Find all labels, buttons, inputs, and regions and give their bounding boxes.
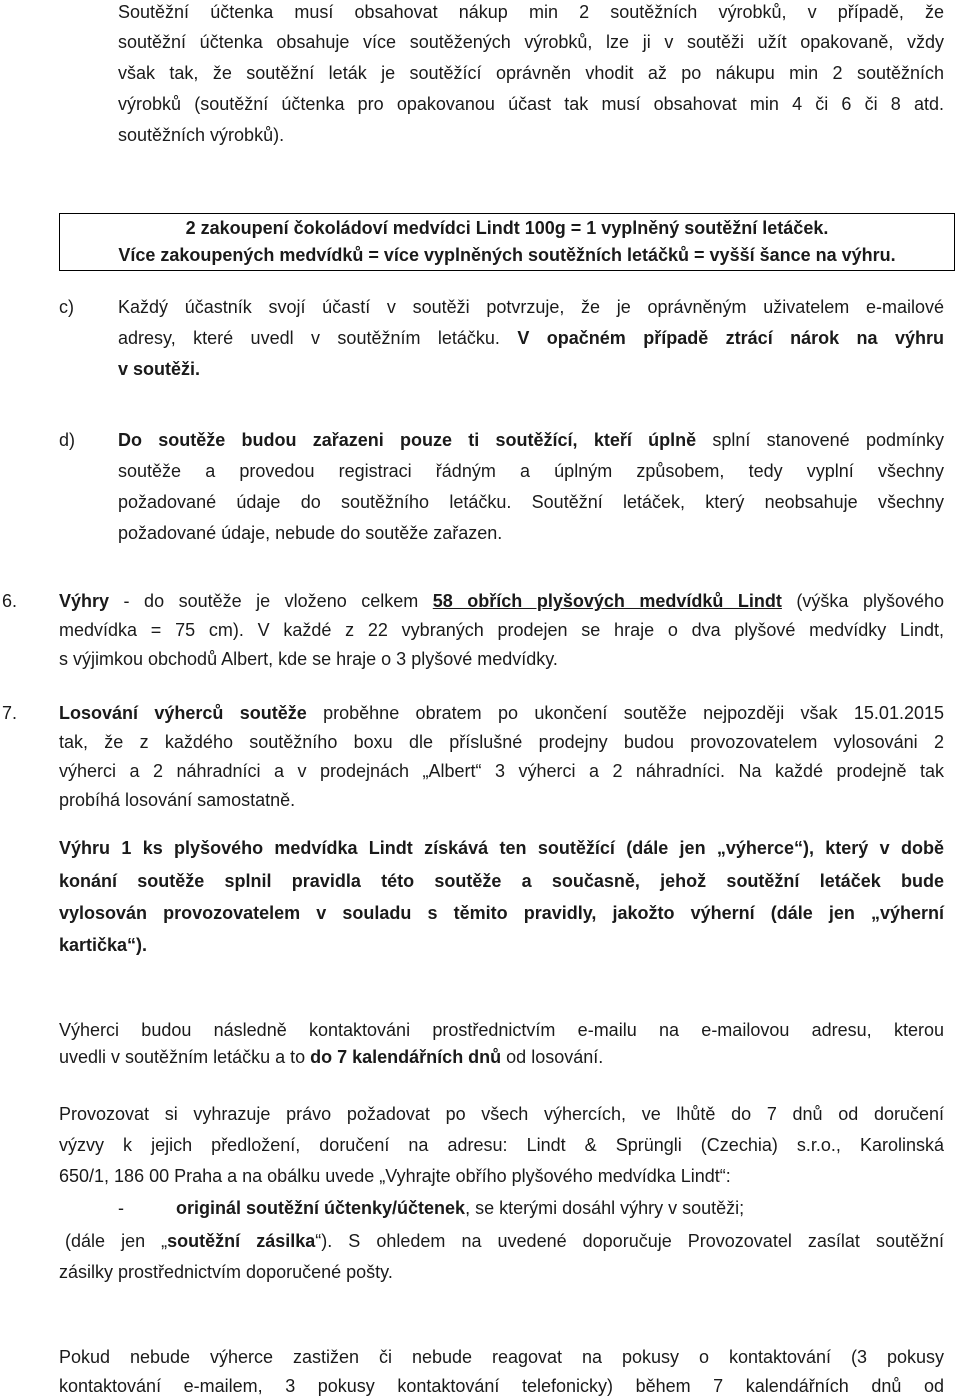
item-d-line: soutěže a provedou registraci řádným a úplným způsobem, tedy vyplní všechny	[118, 461, 944, 481]
item-c-line: Každý účastník svojí účastí v soutěži potvrzuje, že je oprávněným uživatelem e-mailové	[118, 297, 944, 317]
notice-box	[59, 213, 955, 271]
item-d-line: požadované údaje do soutěžního letáčku. Soutěžní letáček, který neobsahuje všechny	[118, 492, 944, 512]
item-c-text: adresy, které uvedl v soutěžním letáčku.	[118, 328, 518, 348]
section-6-number: 6.	[2, 591, 18, 611]
section-7-number: 7.	[2, 703, 18, 723]
section-6-bold: Výhry	[59, 591, 110, 611]
section-6-line	[59, 591, 944, 612]
section-6-paragraph	[59, 589, 944, 679]
final-line: kontaktování e-mailem, 3 pokusy kontaktování telefonicky) během 7 kalendářních dnů od	[59, 1376, 944, 1396]
request-line: Provozovat si vyhrazuje právo požadovat po všech výhercích, ve lhůtě do 7 dnů od doručení	[59, 1104, 944, 1124]
final-line: Pokud nebude výherce zastižen či nebude reagovat na pokusy o kontaktování (3 pokusy	[59, 1347, 944, 1367]
section-7-text: proběhne obratem po ukončení soutěže nejpozději však 15.01.2015	[306, 703, 944, 723]
section-6-line: medvídka = 75 cm). V každé z 22 vybraných prodejen se hraje o dva plyšové medvídky Lindt,	[59, 620, 944, 640]
section-6-text: (výška plyšového	[781, 591, 944, 611]
section-7-paragraph	[59, 701, 944, 821]
request-line	[65, 1231, 944, 1252]
contact-paragraph	[59, 1018, 944, 1078]
item-c-line	[118, 328, 944, 349]
intro-line: soutěžní účtenka obsahuje více soutěžených výrobků, lze ji v soutěži užít opakovaně, vždy	[118, 32, 944, 52]
request-line: zásilky prostřednictvím doporučené pošty.	[59, 1262, 393, 1282]
prize-count-underlined: 58 obřích plyšových medvídků Lindt	[432, 591, 782, 611]
section-6-text: - do soutěže je vloženo celkem	[109, 591, 433, 611]
contact-line	[59, 1047, 944, 1068]
item-d-bold: Do soutěže budou zařazeni pouze ti soutěžící, kteří úplně	[118, 430, 697, 450]
section-7-line: probíhá losování samostatně.	[59, 790, 296, 810]
item-c-bold: V opačném případě ztrácí nárok na výhru	[517, 328, 944, 348]
notice-line-1: 2 zakoupení čokoládoví medvídci Lindt 100g = 1 vyplněný soutěžní letáček.	[185, 218, 829, 238]
item-d-paragraph	[118, 428, 944, 552]
winner-line: kartička“).	[59, 935, 148, 955]
final-paragraph	[59, 1345, 944, 1400]
winner-line: konání soutěže splnil pravidla této soutěže a současně, jehož soutěžní letáček bude	[59, 871, 944, 891]
item-c-marker: c)	[59, 297, 74, 317]
request-item-bold: originál soutěžní účtenky/účtenek	[176, 1198, 466, 1218]
contact-text: od losování.	[501, 1047, 604, 1067]
section-7-line	[59, 703, 944, 724]
item-d-marker: d)	[59, 430, 76, 450]
section-7-line: tak, že z každého soutěžního boxu dle příslušné prodejny budou provozovatelem vylosováni 2	[59, 732, 944, 752]
item-c-paragraph	[118, 295, 944, 387]
request-item-text: , se kterými dosáhl výhry v soutěži;	[465, 1198, 745, 1218]
winner-line: vylosován provozovatelem v souladu s těmito pravidly, jakožto výherní (dále jen „výherní	[59, 903, 944, 923]
item-c-bold: v soutěži.	[118, 359, 201, 379]
intro-line: však tak, že soutěžní leták je soutěžící oprávněn vhodit až po nákupu min 2 soutěžních	[118, 63, 944, 83]
request-text: (dále jen „	[65, 1231, 168, 1251]
request-bold: soutěžní zásilka	[167, 1231, 316, 1251]
item-d-line: požadované údaje, nebude do soutěže zařazen.	[118, 523, 503, 543]
item-d-line	[118, 430, 944, 451]
item-d-text: splní stanovené podmínky	[696, 430, 944, 450]
dash-bullet: -	[118, 1198, 124, 1218]
section-7-bold: Losování výherců soutěže	[59, 703, 307, 723]
request-text: “). S ohledem na uvedené doporučuje Provozovatel zasílat soutěžní	[315, 1231, 944, 1251]
intro-line: výrobků (soutěžní účtenka pro opakovanou účast tak musí obsahovat min 4 či 6 či 8 atd.	[118, 94, 944, 114]
contact-text: uvedli v soutěžním letáčku a to	[59, 1047, 311, 1067]
contact-line: Výherci budou následně kontaktováni prostřednictvím e-mailu na e-mailovou adresu, kterou	[59, 1020, 944, 1040]
section-6-line: s výjimkou obchodů Albert, kde se hraje o 3 plyšové medvídky.	[59, 649, 558, 669]
item-c-line	[118, 359, 944, 380]
request-line: výzvy k jejich předložení, doručení na adresu: Lindt & Sprüngli (Czechia) s.r.o., Karolinská	[59, 1135, 944, 1155]
request-line: 650/1, 186 00 Praha a na obálku uvede „Vyhrajte obřího plyšového medvídka Lindt“:	[59, 1166, 731, 1186]
section-7-line: výherci a 2 náhradníci a v prodejnách „Albert“ 3 výherci a 2 náhradníci. Na každé prodejně tak	[59, 761, 944, 781]
intro-paragraph	[118, 0, 944, 160]
notice-line-2: Více zakoupených medvídků = více vyplněných soutěžních letáčků = vyšší šance na výhru.	[118, 245, 896, 265]
intro-line: soutěžních výrobků).	[118, 125, 285, 145]
contact-deadline: do 7 kalendářních dnů	[310, 1047, 502, 1067]
winner-line: Výhru 1 ks plyšového medvídka Lindt získává ten soutěžící (dále jen „výherce“), který v době	[59, 838, 944, 858]
request-paragraph	[59, 1102, 944, 1292]
winner-paragraph	[59, 836, 944, 966]
intro-line: Soutěžní účtenka musí obsahovat nákup min 2 soutěžních výrobků, v případě, že	[118, 2, 944, 22]
